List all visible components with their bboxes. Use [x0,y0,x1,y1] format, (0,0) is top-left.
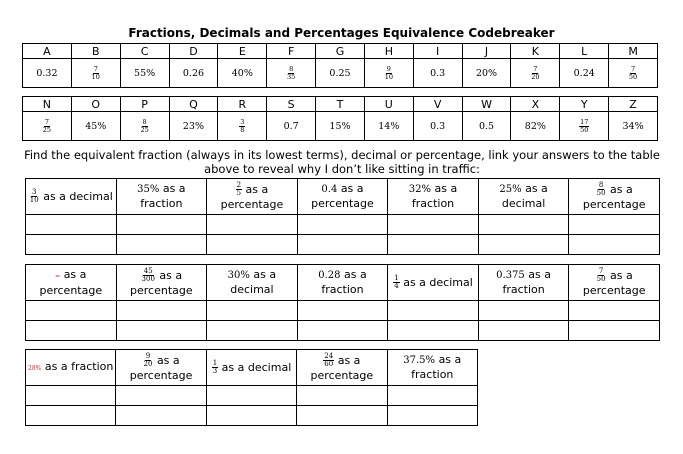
question-cell [207,179,298,215]
question-label: as a percentage [311,182,374,210]
answer-cell[interactable] [297,301,388,321]
key-values-row [23,59,658,88]
question-value: 35% [137,184,160,195]
key-letter: I [413,44,462,59]
key-letter: C [120,44,169,59]
question-cell [116,265,207,301]
fraction [141,268,156,284]
fraction [91,66,101,81]
answer-cell[interactable] [116,321,207,341]
numerator: 24 [324,351,334,360]
key-value: 34% [609,112,658,141]
question-row [26,265,660,301]
key-letter: H [364,44,413,59]
question-cell [569,179,660,215]
fraction [596,268,607,284]
denominator: 35 [287,72,296,81]
question-label: as a percentage [582,268,646,297]
answer-cell[interactable] [297,321,388,341]
question-label: as a decimal [403,275,473,289]
key-letter: A [23,44,72,59]
numerator: 7 [44,117,49,126]
answer-cell[interactable] [569,321,660,341]
key-letter: J [462,44,511,59]
key-value [218,112,267,141]
key-letter: P [120,97,169,112]
key-letter: W [462,97,511,112]
key-letter: Y [560,97,609,112]
key-value: 0.3 [413,112,462,141]
numerator: 45 [143,266,153,275]
numerator: 9 [386,64,391,73]
denominator: 50 [580,125,589,134]
instructions: Find the equivalent fraction (always in its lowest terms), decimal or percentage, link your answers to the table above to reveal why I don’t like sitting in traffic: [24,148,660,176]
key-letter: K [511,44,560,59]
answer-row [26,301,660,321]
answer-cell[interactable] [478,321,569,341]
question-cell [478,265,569,301]
denominator: 20 [143,360,153,368]
answer-cell[interactable] [116,235,207,255]
answer-cell[interactable] [569,301,660,321]
question-cell [297,265,388,301]
denominator: 20 [531,72,540,81]
answer-cell[interactable] [388,235,479,255]
key-value [364,59,413,88]
answer-cell[interactable] [116,386,206,406]
answer-cell[interactable] [207,321,298,341]
question-label: as a decimal [221,360,292,374]
question-cell [26,350,116,386]
fraction [143,353,154,369]
question-cell [116,179,207,215]
fraction [42,119,52,134]
question-cell [206,350,296,386]
answer-cell[interactable] [26,301,117,321]
answer-cell[interactable] [297,386,387,406]
answer-cell[interactable] [26,386,116,406]
question-row [26,179,660,215]
fraction [393,275,399,291]
code-key-table-1 [22,43,658,88]
denominator: 50 [596,189,606,197]
key-letters-row [23,44,658,59]
key-values-row [23,112,658,141]
question-table-2 [25,264,660,341]
question-label: as a decimal [501,182,548,210]
question-cell [388,265,479,301]
answer-cell[interactable] [207,235,298,255]
key-value: 15% [316,112,365,141]
key-letter: Q [169,97,218,112]
question-label: as a percentage [220,182,284,211]
question-label: as a decimal [43,189,113,203]
code-key-table-2 [22,96,658,141]
numerator: 9 [145,351,151,360]
answer-row [26,386,478,406]
key-value: 0.26 [169,59,218,88]
question-value: 30% [227,270,250,281]
denominator: 300 [141,275,155,283]
key-value [71,59,120,88]
key-letter: U [364,97,413,112]
question-label: as a percentage [310,353,374,382]
fraction [29,189,40,205]
numerator: 8 [598,180,604,189]
numerator: 1 [394,273,399,282]
answer-cell[interactable] [387,406,477,426]
key-value: 82% [511,112,560,141]
answer-cell[interactable] [206,406,296,426]
numerator: 1 [212,358,218,367]
denominator: 10 [384,72,393,81]
key-value: 0.32 [23,59,72,88]
fraction [530,66,540,81]
key-letter: M [609,44,658,59]
question-label: as a fraction [411,353,462,381]
question-label: as a decimal [230,268,277,296]
numerator: 7 [93,64,98,73]
denominator: 10 [29,196,39,204]
denominator: 8 [240,125,245,134]
question-value: 0.375 [496,270,525,281]
key-letter: O [71,97,120,112]
key-value: 45% [71,112,120,141]
question-label: as a fraction [502,268,552,296]
numerator: 7 [630,64,636,73]
key-value: 0.5 [462,112,511,141]
question-cell [387,350,477,386]
answer-cell[interactable] [297,215,388,235]
key-value [609,59,658,88]
question-label: as a fraction [321,268,367,296]
answer-cell[interactable] [569,235,660,255]
answer-cell[interactable] [116,301,207,321]
answer-cell[interactable] [569,215,660,235]
answer-row [26,321,660,341]
question-value: 25% [499,184,522,195]
key-letter: T [316,97,365,112]
key-letter: E [218,44,267,59]
answer-cell[interactable] [207,215,298,235]
key-letter: S [267,97,316,112]
denominator: 25 [42,125,52,134]
key-letter: V [413,97,462,112]
denominator: 50 [596,275,606,283]
key-value [560,112,609,141]
numerator: 3 [32,187,37,196]
numerator: 17 [580,117,589,126]
question-cell [569,265,660,301]
fraction [236,182,242,198]
denominator: 4 [394,282,399,290]
question-cell [297,350,387,386]
question-row [26,350,478,386]
key-value: 0.3 [413,59,462,88]
numerator: 7 [598,266,604,275]
question-value: 28% [28,364,42,372]
answer-cell[interactable] [26,406,116,426]
denominator: 60 [324,360,334,368]
key-value: 0.24 [560,59,609,88]
answer-row [26,235,660,255]
question-cell [26,179,117,215]
denominator: 3 [212,367,218,375]
fraction [323,353,334,369]
fraction [139,119,149,134]
fraction [212,360,218,376]
question-cell [388,179,479,215]
fraction [384,66,394,81]
answer-row [26,215,660,235]
fraction [239,119,245,134]
key-value [23,112,72,141]
question-value: 0.4 [321,184,338,195]
key-value: 23% [169,112,218,141]
answer-cell[interactable] [387,386,477,406]
question-cell [116,350,206,386]
key-value: 0.7 [267,112,316,141]
denominator: 25 [140,125,149,134]
key-letter: G [316,44,365,59]
question-value: 0.28 [318,270,341,281]
answer-cell[interactable] [478,215,569,235]
question-value: 37.5% [403,355,436,366]
question-cell [478,179,569,215]
question-label: as a fraction [44,359,114,373]
answer-cell[interactable] [297,235,388,255]
key-value [120,112,169,141]
numerator: 8 [142,117,147,126]
fraction [286,66,296,81]
denominator: 5 [236,189,242,197]
question-label: as a percentage [582,182,646,211]
key-letters-row [23,97,658,112]
answer-cell[interactable] [478,235,569,255]
key-letter: D [169,44,218,59]
denominator: 50 [628,72,638,81]
numerator: 3 [240,117,245,126]
key-value: 20% [462,59,511,88]
question-label: as a percentage [39,267,103,297]
fraction [579,119,589,134]
question-label: as a percentage [129,353,193,382]
question-label: as a percentage [130,268,193,297]
answer-cell[interactable] [116,215,207,235]
key-letter: F [267,44,316,59]
key-value: 40% [218,59,267,88]
key-letter: L [560,44,609,59]
key-value: 14% [364,112,413,141]
answer-cell[interactable] [478,301,569,321]
key-letter: Z [609,97,658,112]
numerator: 2 [236,180,242,189]
question-cell [26,265,117,301]
key-letter: X [511,97,560,112]
key-value [511,59,560,88]
numerator: 7 [533,64,538,73]
page-title: Fractions, Decimals and Percentages Equivalence Codebreaker [128,26,555,40]
answer-cell[interactable] [388,301,479,321]
question-value: = [55,272,61,280]
question-cell [297,179,388,215]
key-value: 0.25 [316,59,365,88]
question-table-3 [25,349,478,426]
question-value: 32% [408,184,432,195]
answer-cell[interactable] [26,235,117,255]
answer-cell[interactable] [26,321,117,341]
key-value: 55% [120,59,169,88]
answer-cell[interactable] [297,406,387,426]
answer-cell[interactable] [388,215,479,235]
key-letter: R [218,97,267,112]
question-cell [207,265,298,301]
question-label: as a fraction [140,182,186,210]
answer-cell[interactable] [206,386,296,406]
key-letter: N [23,97,72,112]
answer-cell[interactable] [26,215,117,235]
question-table-1 [25,178,660,255]
key-value [267,59,316,88]
answer-row [26,406,478,426]
key-letter: B [71,44,120,59]
question-label: as a fraction [411,182,458,210]
answer-cell[interactable] [388,321,479,341]
numerator: 8 [289,64,294,73]
fraction [596,182,607,198]
denominator: 10 [91,72,100,81]
answer-cell[interactable] [207,301,298,321]
fraction [628,66,638,81]
answer-cell[interactable] [116,406,206,426]
